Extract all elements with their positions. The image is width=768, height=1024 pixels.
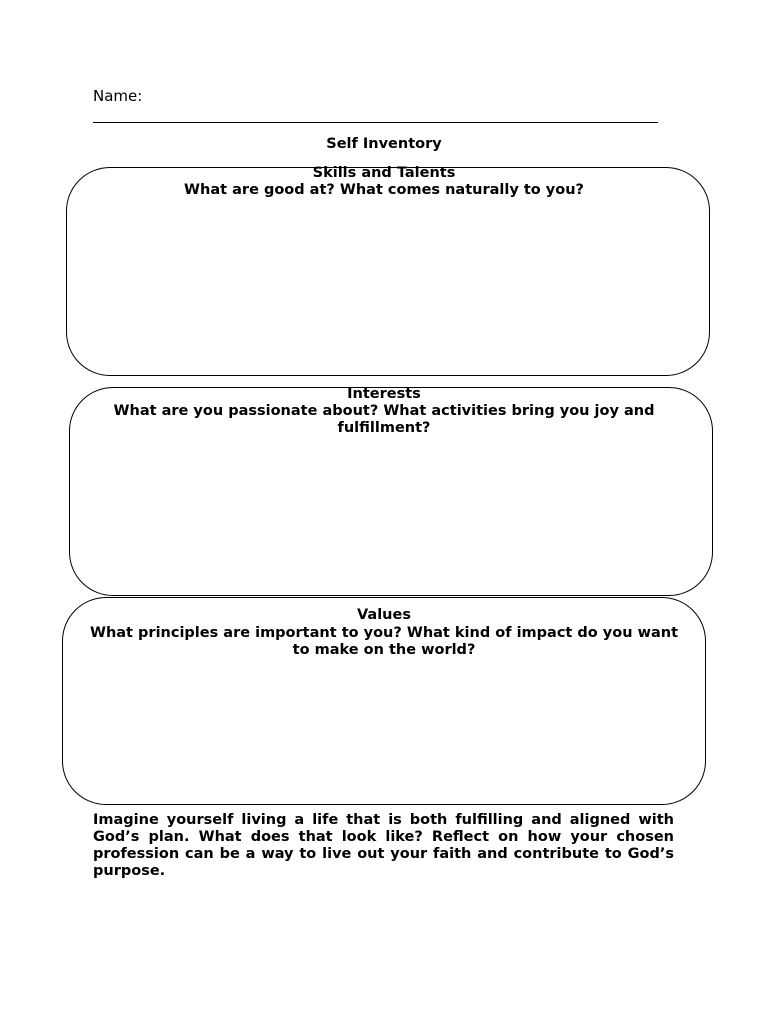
- values-prompt: What principles are important to you? What kind of impact do you want to make on the world?: [89, 625, 679, 658]
- skills-prompt: What are good at? What comes naturally to you?: [184, 182, 584, 198]
- values-heading: Values: [357, 607, 411, 623]
- closing-reflection: Imagine yourself living a life that is both fulfilling and aligned with God’s plan. What does that look like? Reflect on how your chosen profession can be a way to live out your faith and contribute to God’s purpose.: [93, 812, 674, 879]
- name-line[interactable]: [93, 122, 658, 123]
- page-title: Self Inventory: [326, 136, 442, 152]
- interests-prompt: What are you passionate about? What activities bring you joy and fulfillment?: [113, 403, 655, 436]
- skills-heading: Skills and Talents: [312, 165, 456, 181]
- name-label: Name:: [93, 87, 143, 105]
- interests-heading: Interests: [347, 386, 421, 402]
